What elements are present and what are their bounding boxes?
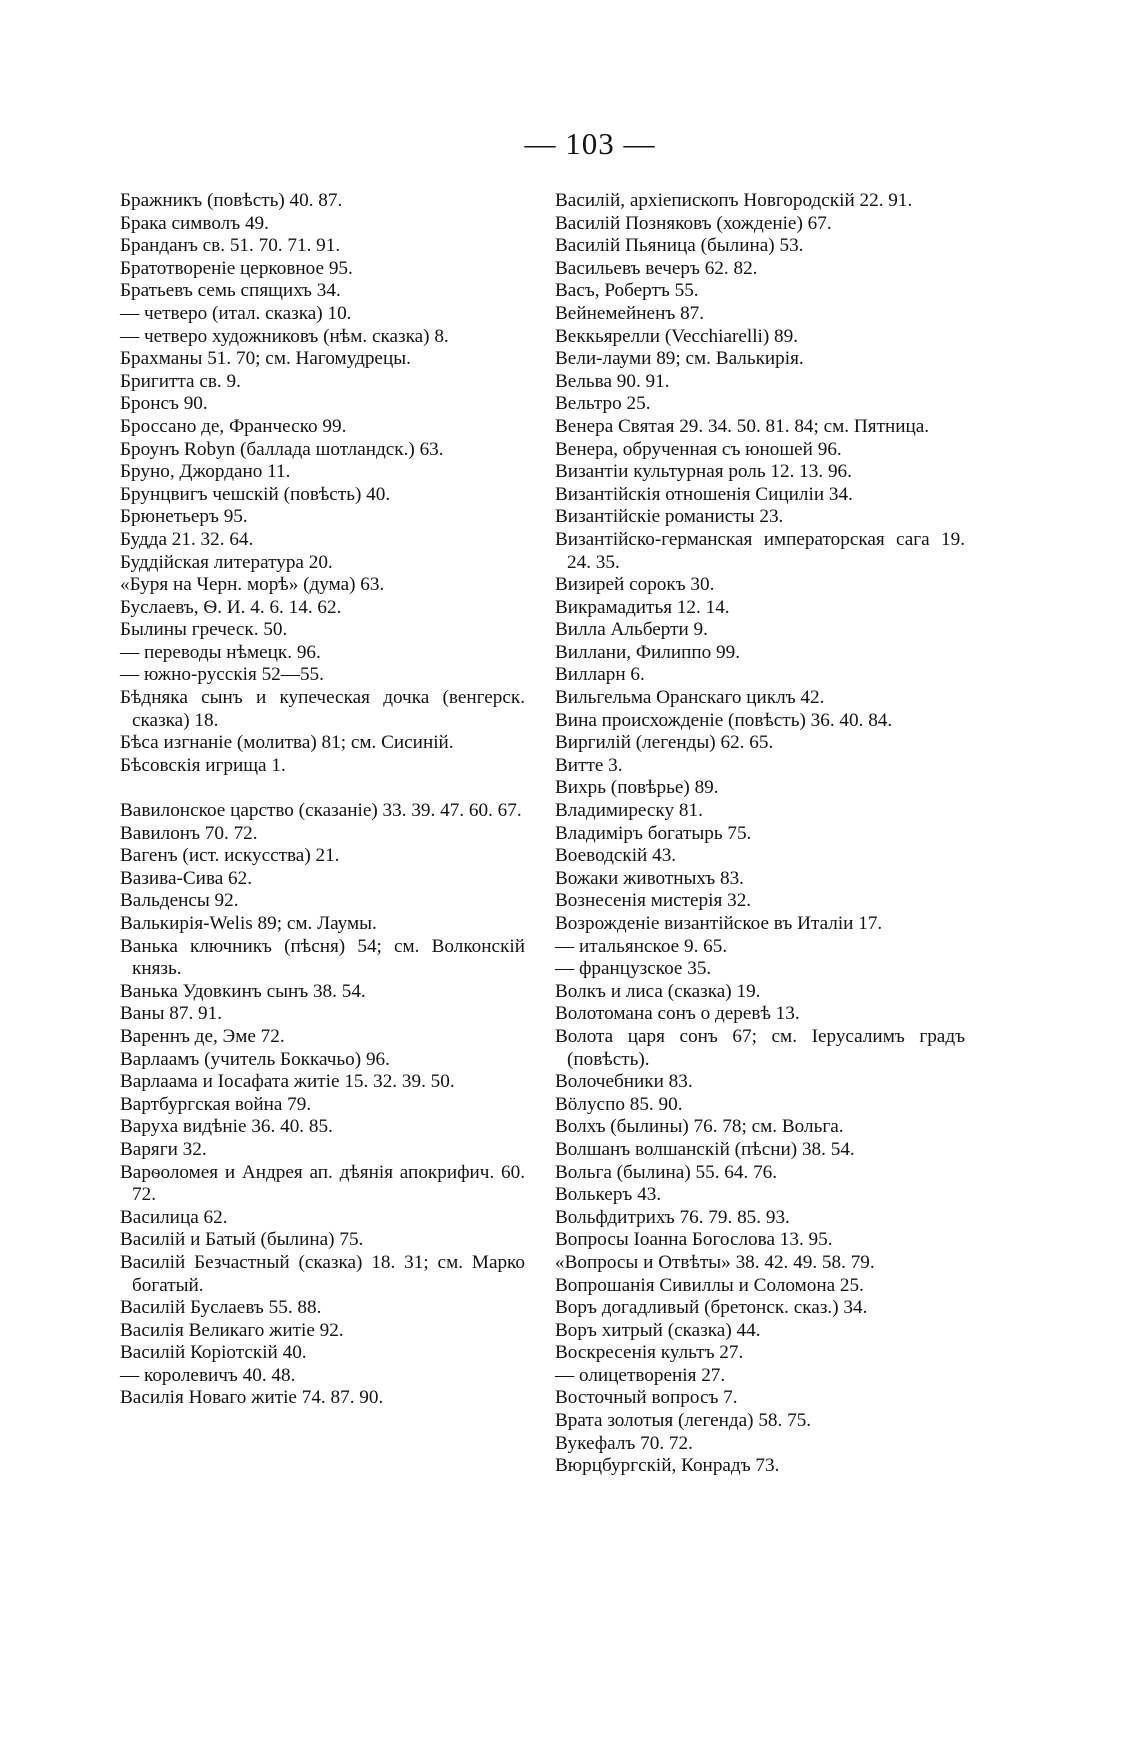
index-entry: «Вопросы и Отвѣты» 38. 42. 49. 58. 79. <box>555 1251 875 1273</box>
index-entry: Вельва 90. 91. <box>555 370 670 392</box>
index-entry: Врата золотыя (легенда) 58. 75. <box>555 1410 812 1432</box>
index-entry: Веккьярелли (Vecchiarelli) 89. <box>555 325 799 347</box>
index-entry: — королевичъ 40. 48. <box>120 1364 296 1386</box>
index-entry: — южно-русскія 52—55. <box>120 664 324 686</box>
index-entry: Братотвореніе церковное 95. <box>120 257 353 279</box>
index-entry: «Буря на Черн. морѣ» (дума) 63. <box>120 574 385 596</box>
index-entry: Варлаамъ (учитель Боккачьо) 96. <box>120 1048 390 1070</box>
index-entry: Вознесенія мистерія 32. <box>555 890 752 912</box>
index-entry: Вельтро 25. <box>555 393 651 415</box>
index-entry: Будда 21. 32. 64. <box>120 528 254 550</box>
index-entry: Вольфдитрихъ 76. 79. 85. 93. <box>555 1206 790 1228</box>
index-entry: Броунъ Robyn (баллада шотландск.) 63. <box>120 438 444 460</box>
index-entry: Василій Коріотскій 40. <box>120 1342 307 1364</box>
index-entry: Варлаама и Іосафата житіе 15. 32. 39. 50. <box>120 1071 455 1093</box>
index-entry: — олицетворенія 27. <box>555 1364 726 1386</box>
index-entry: Виргилій (легенды) 62. 65. <box>555 732 774 754</box>
index-entry: Воскресенія культъ 27. <box>555 1342 744 1364</box>
index-entry: Вюрцбургскій, Конрадъ 73. <box>555 1455 780 1477</box>
index-entry: Василій Безчастный (сказка) 18. 31; см. Марко богатый. <box>120 1251 525 1296</box>
index-entry: Варяги 32. <box>120 1138 207 1160</box>
index-entry: Волшанъ волшанскій (пѣсни) 38. 54. <box>555 1138 855 1160</box>
index-entry: Вильгельма Оранскаго циклъ 42. <box>555 687 825 709</box>
index-entry: Вагенъ (ист. искусства) 21. <box>120 845 340 867</box>
index-entry: Воеводскій 43. <box>555 845 677 867</box>
index-entry: Василій Позняковъ (хожденіе) 67. <box>555 212 832 234</box>
index-entry: Византіи культурная роль 12. 13. 96. <box>555 461 852 483</box>
index-entry: Бѣсовскія игрища 1. <box>120 754 286 776</box>
index-entry: Бруно, Джордано 11. <box>120 461 291 483</box>
index-entry: Вилла Альберти 9. <box>555 619 708 641</box>
index-entry: Вартбургская война 79. <box>120 1093 312 1115</box>
index-entry: Вальденсы 92. <box>120 890 239 912</box>
index-entry: Вукефалъ 70. 72. <box>555 1432 693 1454</box>
index-entry: Брюнетьеръ 95. <box>120 506 248 528</box>
index-entry: Воръ хитрый (сказка) 44. <box>555 1319 761 1341</box>
index-entry: Василія Новаго житіе 74. 87. 90. <box>120 1387 384 1409</box>
section-gap <box>120 777 525 800</box>
index-entry: — четверо художниковъ (нѣм. сказка) 8. <box>120 325 449 347</box>
index-entry: Волкъ и лиса (сказка) 19. <box>555 980 761 1002</box>
index-entry: Валькирія-Welis 89; см. Лаумы. <box>120 913 377 934</box>
index-entry: — четверо (итал. сказка) 10. <box>120 302 352 324</box>
index-entry: Воръ догадливый (бретонск. сказ.) 34. <box>555 1297 868 1319</box>
index-entry: Вольга (былина) 55. 64. 76. <box>555 1161 778 1183</box>
index-entry: Вейнемейненъ 87. <box>555 302 705 324</box>
index-entry: Вожаки животныхъ 83. <box>555 867 744 889</box>
index-entry: Византійскіе романисты 23. <box>555 506 784 528</box>
index-entry: Варѳоломея и Андрея ап. дѣянія апокрифич. 60. 72. <box>120 1161 525 1206</box>
index-entry: Вареннъ де, Эме 72. <box>120 1025 285 1047</box>
index-entry: Василій, архіепископъ Новгородскій 22. 91. <box>555 190 913 211</box>
index-entry: Вопросы Іоанна Богослова 13. 95. <box>555 1229 833 1251</box>
index-entry: Васъ, Робертъ 55. <box>555 280 699 302</box>
index-entry: Василій Буслаевъ 55. 88. <box>120 1297 322 1319</box>
index-entry: Витте 3. <box>555 754 623 776</box>
index-entry: Бронсъ 90. <box>120 393 208 415</box>
index-entry: Венера Святая 29. 34. 50. 81. 84; см. Пятница. <box>555 415 930 437</box>
index-column-right <box>555 190 965 1478</box>
index-entry: Былины греческ. 50. <box>120 619 288 641</box>
index-entry: Васильевъ вечеръ 62. 82. <box>555 257 758 279</box>
page-number: — 103 — <box>524 126 656 161</box>
index-entry: Вина происхожденіе (повѣсть) 36. 40. 84. <box>555 709 893 731</box>
index-entry: Василія Великаго житіе 92. <box>120 1319 344 1341</box>
index-entry: — переводы нѣмецк. 96. <box>120 641 321 663</box>
index-entry: Волота царя сонъ 67; см. Іерусалимъ градъ (повѣсть). <box>555 1025 965 1070</box>
index-entry: Бригитта св. 9. <box>120 370 241 392</box>
index-entry: Восточный вопросъ 7. <box>555 1387 738 1409</box>
index-entry: Вöлуспо 85. 90. <box>555 1093 683 1115</box>
index-entry: Вазива-Сива 62. <box>120 867 253 889</box>
index-entry: Ваны 87. 91. <box>120 1003 223 1025</box>
index-entry: Византійскія отношенія Сициліи 34. <box>555 483 853 505</box>
index-entry: Вавилонское царство (сказаніе) 33. 39. 47. 60. 67. <box>120 800 522 822</box>
index-entry: Броссано де, Франческо 99. <box>120 415 347 437</box>
index-entry: Вопрошанія Сивиллы и Соломона 25. <box>555 1274 864 1296</box>
index-entry: Бѣса изгнаніе (молитва) 81; см. Сисиній. <box>120 732 454 754</box>
index-entry: Викрамадитья 12. 14. <box>555 596 730 618</box>
index-column-left <box>120 190 525 1410</box>
index-entry: Братьевъ семь спящихъ 34. <box>120 280 341 302</box>
index-entry: Брунцвигъ чешскій (повѣсть) 40. <box>120 483 391 505</box>
index-entry: Вилларн 6. <box>555 664 645 686</box>
index-entry: Визирей сорокъ 30. <box>555 574 715 596</box>
index-entry: Волькеръ 43. <box>555 1184 662 1206</box>
index-entry: Волхъ (былины) 76. 78; см. Вольга. <box>555 1116 844 1138</box>
index-entry: Буддійская литература 20. <box>120 551 333 573</box>
index-entry: Владиміръ богатырь 75. <box>555 822 752 844</box>
index-entry: Бранданъ св. 51. 70. 71. 91. <box>120 235 341 257</box>
index-entry: Виллани, Филиппо 99. <box>555 641 741 663</box>
index-entry: Бражникъ (повѣсть) 40. 87. <box>120 190 343 211</box>
index-entry: — французское 35. <box>555 958 712 980</box>
index-entry: Брахманы 51. 70; см. Нагомудрецы. <box>120 348 411 370</box>
index-entry: Буслаевъ, Ѳ. И. 4. 6. 14. 62. <box>120 596 342 618</box>
index-entry: Вавилонъ 70. 72. <box>120 822 258 844</box>
index-entry: Ванька ключникъ (пѣсня) 54; см. Волконскій князь. <box>120 935 525 980</box>
index-entry: — итальянское 9. 65. <box>555 935 728 957</box>
index-entry: Бѣдняка сынъ и купеческая дочка (венгерск. сказка) 18. <box>120 687 525 731</box>
index-entry: Византійско-германская императорская сага 19. 24. 35. <box>555 528 965 573</box>
index-entry: Владимиреску 81. <box>555 800 703 822</box>
index-entry: Василій Пьяница (былина) 53. <box>555 235 804 257</box>
index-entry: Василій и Батый (былина) 75. <box>120 1229 364 1251</box>
index-entry: Варуха видѣніе 36. 40. 85. <box>120 1116 333 1138</box>
index-entry: Брака символъ 49. <box>120 212 269 234</box>
index-entry: Венера, обрученная съ юношей 96. <box>555 438 842 460</box>
index-entry: Возрожденіе византійское въ Италіи 17. <box>555 913 883 934</box>
index-entry: Ванька Удовкинъ сынъ 38. 54. <box>120 980 366 1002</box>
index-entry: Вихрь (повѣрье) 89. <box>555 777 719 799</box>
index-entry: Волотомана сонъ о деревѣ 13. <box>555 1003 800 1025</box>
index-entry: Вели-лауми 89; см. Валькирія. <box>555 348 804 370</box>
index-entry: Василица 62. <box>120 1206 228 1228</box>
index-entry: Волочебники 83. <box>555 1071 693 1093</box>
